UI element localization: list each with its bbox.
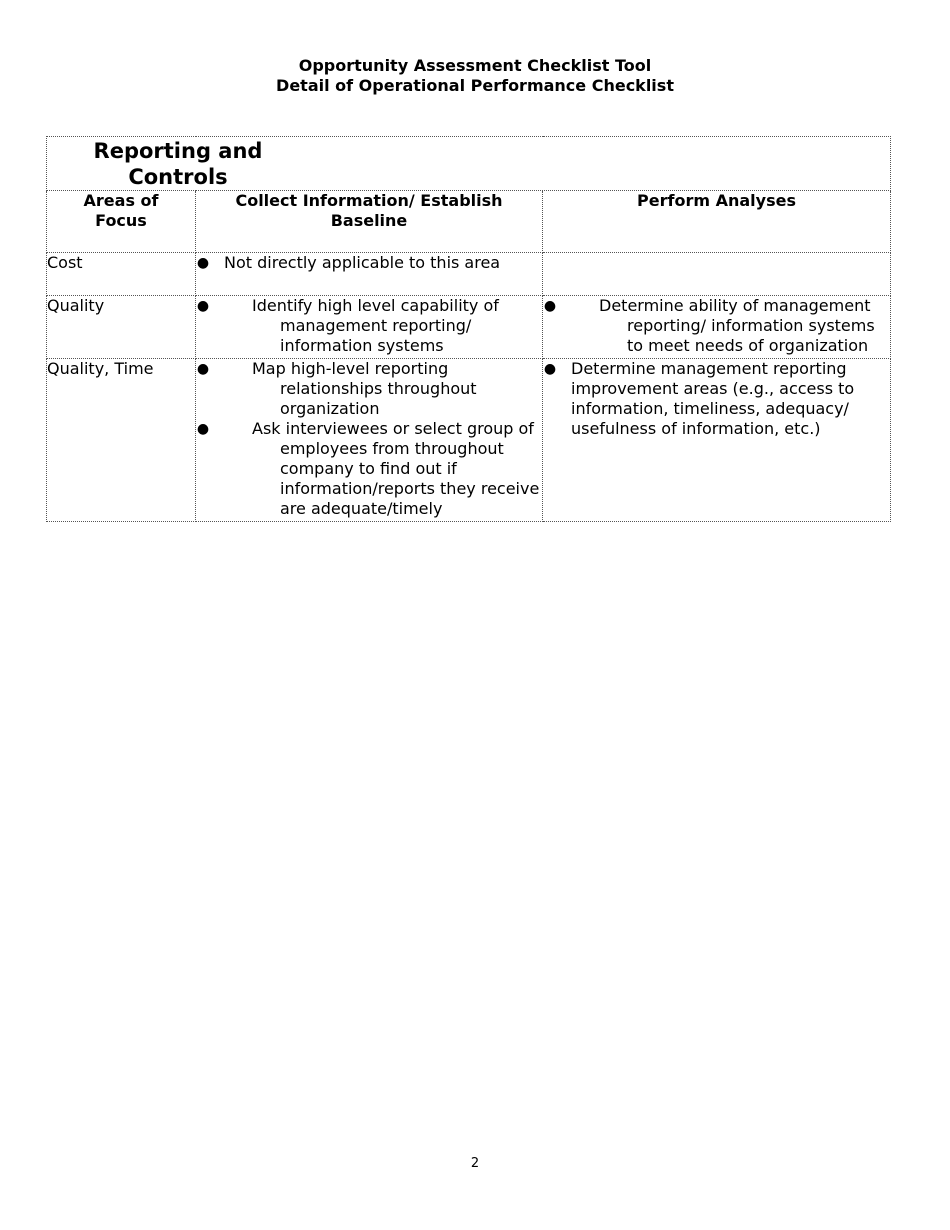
bullet-icon: ● xyxy=(196,255,210,271)
bullet-icon: ● xyxy=(543,361,557,377)
collect-list xyxy=(196,253,542,273)
section-title: Reporting and Controls xyxy=(93,139,263,189)
list-item: ● Map high-level reporting relationships throughout organization xyxy=(196,359,477,418)
collect-cell xyxy=(196,296,543,359)
analyses-list xyxy=(543,359,890,439)
bullet-icon: ● xyxy=(196,298,210,314)
analyses-list xyxy=(543,296,890,356)
analyses-cell xyxy=(543,359,891,522)
area-cell: Quality xyxy=(47,296,196,359)
collect-list xyxy=(196,296,542,356)
header-areas-of-focus: Areas of Focus xyxy=(47,191,196,253)
checklist-table xyxy=(46,136,891,522)
analyses-cell xyxy=(543,253,891,296)
document-title xyxy=(0,56,950,96)
title-line-2: Detail of Operational Performance Checklist xyxy=(276,76,674,95)
title-line-1: Opportunity Assessment Checklist Tool xyxy=(298,56,652,75)
table-row xyxy=(47,253,891,296)
list-item: ● Identify high level capability of management reporting/ information systems xyxy=(196,296,499,355)
area-cell: Quality, Time xyxy=(47,359,196,522)
header-collect-information: Collect Information/ Establish Baseline xyxy=(196,191,543,253)
area-cell: Cost xyxy=(47,253,196,296)
collect-cell xyxy=(196,359,543,522)
section-row xyxy=(47,137,891,191)
collect-list xyxy=(196,359,542,519)
collect-cell xyxy=(196,253,543,296)
list-item: ● Determine management reporting improvement areas (e.g., access to information, timeliness, adequacy/ usefulness of information, etc.) xyxy=(543,359,855,438)
bullet-icon: ● xyxy=(543,298,557,314)
table-row xyxy=(47,296,891,359)
list-item: ● Not directly applicable to this area xyxy=(196,253,501,272)
header-row xyxy=(47,191,891,253)
list-item: ● Determine ability of management reporting/ information systems to meet needs of organization xyxy=(543,296,875,355)
list-item: ● Ask interviewees or select group of employees from throughout company to find out if information/reports they receive are adequate/timely xyxy=(196,419,540,518)
table-row xyxy=(47,359,891,522)
bullet-icon: ● xyxy=(196,361,210,377)
header-perform-analyses: Perform Analyses xyxy=(543,191,891,253)
analyses-cell xyxy=(543,296,891,359)
section-cell xyxy=(47,137,891,191)
bullet-icon: ● xyxy=(196,421,210,437)
page-number: 2 xyxy=(470,1156,480,1171)
